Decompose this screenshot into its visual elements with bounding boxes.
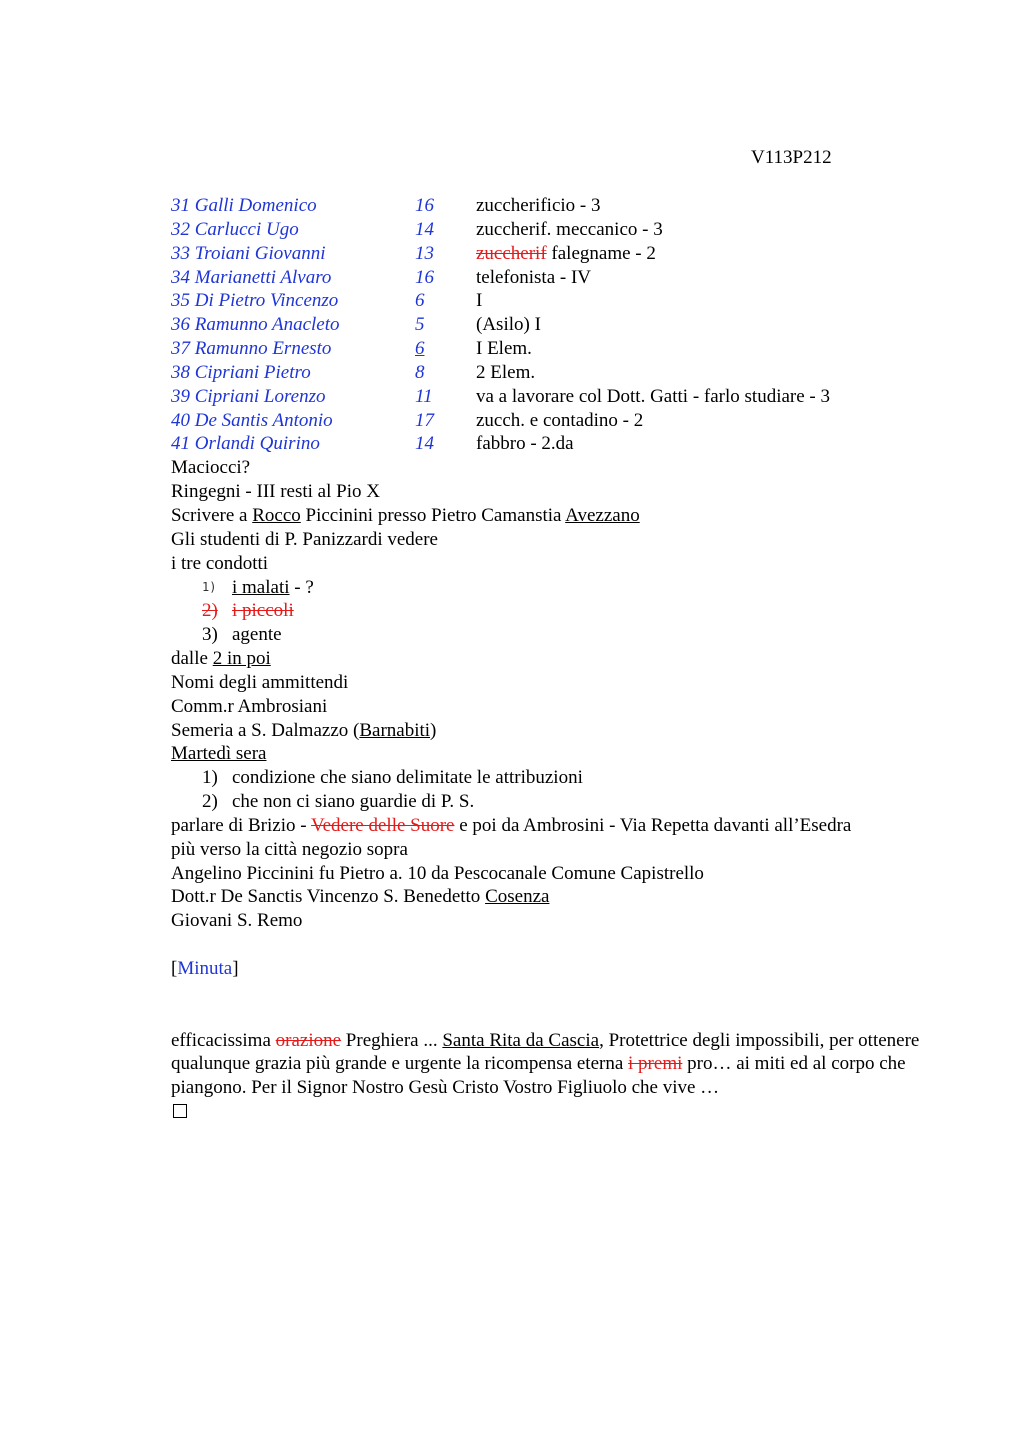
note-text: falegname - 2 (546, 242, 656, 264)
student-name: 33 Troiani Giovanni (171, 242, 326, 264)
note-line: Maciocci? (171, 457, 251, 479)
list-text (232, 576, 314, 600)
student-row (171, 289, 931, 313)
note-line (171, 719, 931, 743)
spacer (171, 981, 931, 1029)
student-note: I Elem. (476, 338, 532, 360)
student-name: 37 Ramunno Ernesto (171, 338, 332, 360)
deleted-text: zuccherif (476, 242, 547, 264)
bracket: [ (171, 958, 178, 979)
prayer-text: pro… ai miti ed al corpo che piangono. Per il Signor Nostro Gesù Cristo Vostro Figliuolo che vive … (171, 1053, 911, 1098)
checkbox-row (171, 1099, 931, 1125)
list-number: 2) (202, 791, 218, 813)
underlined-text: Barnabiti (359, 719, 431, 741)
note-line (171, 504, 931, 528)
student-name: 38 Cipriani Pietro (171, 361, 311, 383)
note-text: ) (430, 719, 437, 741)
underlined-text: i malati (232, 576, 290, 598)
student-row (171, 194, 931, 218)
student-name: 34 Marianetti Alvaro (171, 266, 332, 288)
note-line (171, 742, 931, 766)
minuta-label (171, 957, 931, 981)
student-note: telefonista - IV (476, 266, 592, 288)
student-age: 17 (415, 409, 434, 431)
underlined-age: 6 (415, 338, 425, 360)
spacer (171, 933, 931, 957)
list-number: 2) (202, 600, 218, 622)
note-line: Nomi degli ammittendi (171, 671, 349, 693)
student-row (171, 242, 931, 266)
note-line: i tre condotti (171, 552, 269, 574)
student-note: zuccherif. meccanico - 3 (476, 218, 663, 240)
list-text: che non ci siano guardie di P. S. (232, 791, 475, 813)
student-name: 39 Cipriani Lorenzo (171, 385, 326, 407)
student-age: 16 (415, 195, 434, 216)
list-text: agente (232, 624, 282, 646)
document-body (171, 194, 931, 1125)
list-item (171, 623, 931, 647)
note-text: Dott.r De Sanctis Vincenzo S. Benedetto (171, 886, 486, 908)
underlined-text: Rocco (252, 504, 301, 526)
student-age: 11 (415, 385, 433, 407)
student-row (171, 266, 931, 290)
student-name: 32 Carlucci Ugo (171, 218, 299, 240)
note-line: Giovani S. Remo (171, 910, 303, 932)
student-note: va a lavorare col Dott. Gatti - farlo studiare - 3 (476, 385, 830, 407)
note-text: Piccinini presso Pietro Camanstia (300, 504, 566, 526)
student-row (171, 361, 931, 385)
note-line: Gli studenti di P. Panizzardi vedere (171, 528, 438, 550)
prayer-text: efficacissima (171, 1029, 276, 1051)
student-note: I (476, 290, 483, 312)
student-note: (Asilo) I (476, 314, 541, 336)
note-text: Scrivere a (171, 504, 253, 526)
martedi-list (171, 766, 931, 814)
student-note: zucch. e contadino - 2 (476, 409, 644, 431)
note-text: parlare di Brizio - (171, 814, 311, 836)
student-row (171, 409, 931, 433)
note-text: e poi da Ambrosini - Via Repetta davanti all’Esedra (454, 814, 852, 836)
minuta-text: Minuta (177, 958, 233, 979)
condotti-list (171, 576, 931, 648)
student-row (171, 218, 931, 242)
student-age: 16 (415, 266, 434, 288)
student-name: 40 De Santis Antonio (171, 409, 333, 431)
deleted-text: Vedere delle Suore (311, 814, 455, 836)
student-row (171, 337, 931, 361)
student-note: fabbro - 2.da (476, 433, 574, 455)
list-text: condizione che siano delimitate le attribuzioni (232, 767, 583, 789)
note-text: Semeria a S. Dalmazzo ( (171, 719, 360, 741)
underlined-text: Avezzano (565, 504, 640, 526)
student-note (476, 242, 931, 266)
note-line: Angelino Piccinini fu Pietro a. 10 da Pescocanale Comune Capistrello (171, 862, 704, 884)
student-age: 5 (415, 314, 425, 336)
bracket: ] (232, 958, 239, 979)
note-text: dalle (171, 648, 213, 670)
list-number: 1) (202, 579, 217, 594)
list-item (171, 766, 931, 790)
student-name: 36 Ramunno Anacleto (171, 314, 340, 336)
list-text: i piccoli (232, 600, 294, 622)
prayer-text: , Protettrice degli impossibili, per ottenere qualunque grazia più grande e urgente la ricompensa eterna (171, 1029, 925, 1075)
empty-checkbox-icon (173, 1104, 187, 1118)
students-table (171, 194, 931, 456)
student-age: 6 (415, 290, 425, 312)
list-number: 3) (202, 624, 218, 646)
note-text: - ? (289, 576, 314, 598)
note-line (171, 647, 931, 671)
list-number: 1) (202, 767, 218, 789)
list-item (171, 790, 931, 814)
deleted-text: i premi (628, 1053, 683, 1075)
underlined-text: Santa Rita da Cascia (442, 1029, 600, 1051)
underlined-text: Cosenza (485, 886, 550, 908)
student-row (171, 313, 931, 337)
list-item-deleted (171, 599, 931, 623)
student-name: 41 Orlandi Quirino (171, 433, 320, 455)
note-line: più verso la città negozio sopra (171, 838, 408, 860)
student-row (171, 385, 931, 409)
student-age: 8 (415, 361, 425, 383)
student-name: 35 Di Pietro Vincenzo (171, 290, 339, 312)
note-line: Comm.r Ambrosiani (171, 695, 328, 717)
student-note: zuccherificio - 3 (476, 195, 601, 216)
document-code: V113P212 (751, 147, 832, 168)
student-note: 2 Elem. (476, 361, 536, 383)
underlined-text: 2 in poi (212, 648, 271, 670)
student-age: 14 (415, 218, 434, 240)
note-line (171, 885, 931, 909)
student-age (415, 337, 476, 361)
prayer-paragraph (171, 1029, 931, 1100)
note-line: Ringegni - III resti al Pio X (171, 481, 380, 503)
list-item (171, 576, 931, 600)
student-age: 14 (415, 433, 434, 455)
note-line (171, 814, 931, 838)
student-age: 13 (415, 242, 434, 264)
deleted-text: orazione (275, 1029, 342, 1051)
student-row (171, 432, 931, 456)
underlined-heading: Martedì sera (171, 743, 267, 765)
student-name: 31 Galli Domenico (171, 195, 317, 216)
prayer-text: Preghiera ... (341, 1029, 443, 1051)
